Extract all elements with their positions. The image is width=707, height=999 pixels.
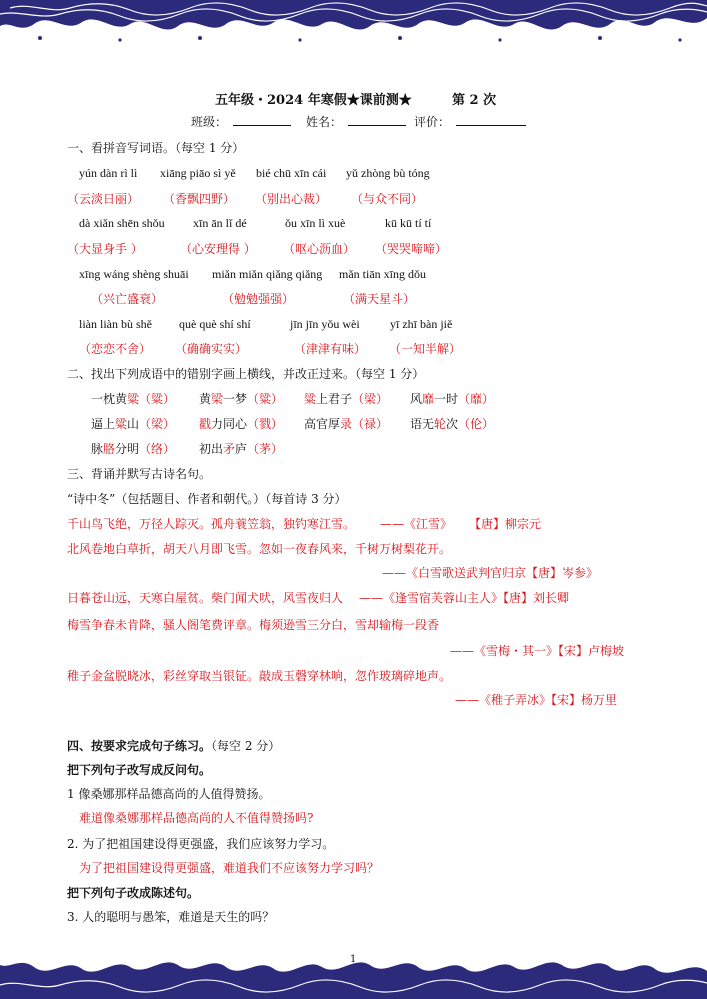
poem-line: 日暮苍山远，天寒白屋贫。柴门闻犬吠，风雪夜归人 (67, 591, 344, 605)
answer: （云淡日丽） (67, 192, 140, 206)
pinyin: jīn jīn yǒu wèi (290, 317, 360, 331)
section4-sub2: 把下列句子改成陈述句。 (67, 886, 200, 900)
pinyin: yún dàn rì lì (79, 166, 138, 180)
pinyin: kū kū tí tí (385, 216, 432, 230)
section4-heading: 四、按要求完成句子练习。（每空 2 分） (67, 739, 281, 753)
answer: （哭哭啼啼） (375, 242, 448, 256)
idiom-item: 黄梁一梦（粱） (199, 392, 284, 406)
section2-heading: 二、找出下列成语中的错别字画上横线，并改正过来。（每空 1 分） (67, 367, 425, 381)
test-title: 五年级・2024 年寒假★课前测★ (215, 93, 412, 108)
pinyin: xiāng piāo sì yě (160, 166, 236, 180)
idiom-item: 粱上君子（梁） (304, 392, 389, 406)
answer: （确确实实） (175, 342, 248, 356)
pinyin: mǎn tiān xīng dǒu (339, 267, 426, 281)
poem-title: ——《逢雪宿芙蓉山主人》【唐】刘长卿 (359, 591, 570, 605)
idiom-item: 戳力同心（戮） (199, 417, 284, 431)
answer: （勉勉强强） (222, 292, 295, 306)
pinyin: ǒu xīn lì xuè (285, 216, 346, 230)
answer: （与众不同） (351, 192, 424, 206)
poem-title: ——《白雪歌送武判官归京【唐】岑参》 (382, 566, 599, 580)
question-2: 2. 为了把祖国建设得更强盛，我们应该努力学习。 (67, 837, 335, 851)
class-label: 班级： (191, 115, 228, 129)
section1-heading: 一、看拼音写词语。（每空 1 分） (67, 141, 245, 155)
answer: （津津有味） (294, 342, 367, 356)
idiom-item: 一枕黄粱（粱） (91, 392, 176, 406)
answer: （恋恋不舍） (79, 342, 152, 356)
page-number: 1 (350, 954, 357, 965)
eval-label: 评价： (414, 115, 451, 129)
poem-author: 【唐】柳宗元 (469, 517, 542, 531)
idiom-item: 初出矛庐（茅） (199, 442, 284, 456)
section4-sub1: 把下列句子改写成反问句。 (67, 763, 212, 777)
poem-title: ——《江雪》 (380, 517, 453, 531)
question-3: 3. 人的聪明与愚笨，难道是天生的吗？ (67, 910, 275, 924)
answer-1: 难道像桑娜那样品德高尚的人不值得赞扬吗? (79, 811, 314, 825)
poem-line: 稚子金盆脱晓冰，彩丝穿取当银钲。敲成玉磬穿林响，忽作玻璃碎地声。 (67, 669, 452, 683)
test-round: 第 2 次 (452, 93, 497, 108)
pinyin: xīn ān lǐ dé (193, 216, 247, 230)
pinyin: bié chū xīn cái (256, 166, 327, 180)
idiom-item: 高官厚录（禄） (304, 417, 389, 431)
name-field[interactable] (348, 114, 406, 126)
answer: （香飘四野） (163, 192, 236, 206)
idiom-item: 语无轮次（伦） (410, 417, 495, 431)
answer: （呕心沥血） (283, 242, 356, 256)
idiom-item: 脉胳分明（络） (91, 442, 176, 456)
section3-instruction: “诗中冬”（包括题目、作者和朝代。）（每首诗 3 分） (67, 492, 347, 506)
pinyin: yǔ zhòng bù tóng (346, 166, 430, 180)
answer: （心安理得 ） (180, 242, 256, 256)
poem-line: 千山鸟飞绝，万径人踪灭。孤舟蓑笠翁，独钓寒江雪。 (67, 517, 356, 531)
poem-line: 梅雪争春未肯降，骚人阁笔费评章。梅须逊雪三分白，雪却输梅一段香 (67, 618, 440, 632)
pinyin: miǎn miǎn qiǎng qiǎng (212, 267, 323, 281)
section3-heading: 三、背诵并默写古诗名句。 (67, 467, 212, 481)
answer: （大显身手 ） (67, 242, 143, 256)
idiom-item: 逼上粱山（梁） (91, 417, 176, 431)
pinyin: xīng wáng shèng shuāi (79, 267, 189, 281)
question-1: 1 像桑娜那样品德高尚的人值得赞扬。 (67, 787, 271, 801)
class-field[interactable] (233, 114, 291, 126)
answer: （别出心裁） (255, 192, 328, 206)
pinyin: dà xiǎn shēn shǒu (79, 216, 165, 230)
answer: （兴亡盛衰） (91, 292, 164, 306)
pinyin: liàn liàn bù shě (79, 317, 152, 331)
pinyin: què què shí shí (179, 317, 251, 331)
name-label: 姓名： (306, 115, 343, 129)
pinyin: yī zhī bàn jiě (390, 317, 453, 331)
poem-line: 北风卷地白草折，胡天八月即飞雪。忽如一夜春风来，千树万树梨花开。 (67, 542, 452, 556)
answer: （一知半解） (389, 342, 462, 356)
poem-title: ——《雪梅・其一》【宋】卢梅坡 (450, 644, 625, 658)
answer-2: 为了把祖国建设得更强盛，难道我们不应该努力学习吗？ (79, 861, 380, 875)
eval-field[interactable] (456, 114, 526, 126)
poem-title: ——《稚子弄冰》【宋】杨万里 (455, 693, 618, 707)
answer: （满天星斗） (343, 292, 416, 306)
top-wave-border (0, 0, 707, 48)
idiom-item: 风靡一时（靡） (410, 392, 495, 406)
